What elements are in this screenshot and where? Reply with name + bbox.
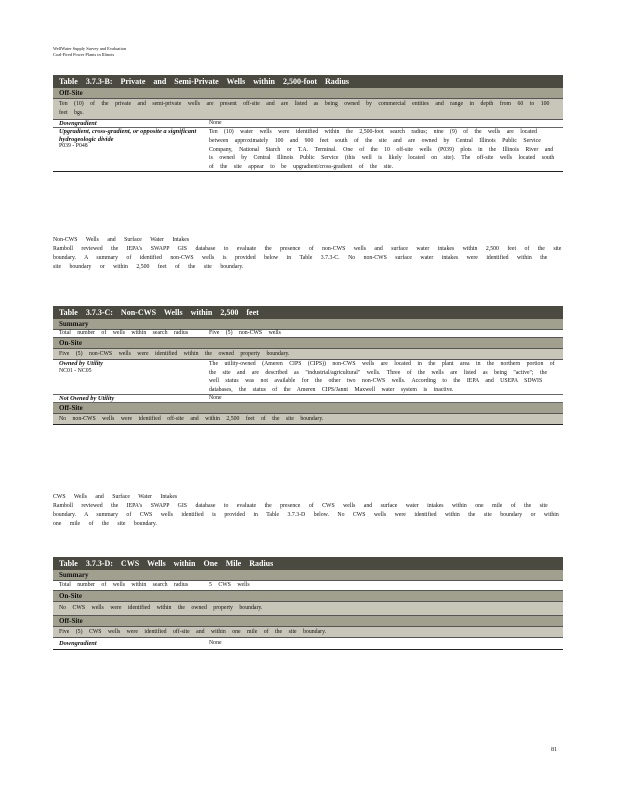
running-header-line2: Coal-Fired Power Plants in Illinois — [53, 51, 115, 57]
summary-row — [53, 581, 563, 591]
offsite-label: Off-Site — [53, 403, 563, 414]
running-header — [53, 46, 126, 57]
table-row — [53, 395, 563, 403]
section-heading: Non-CWS Wells and Surface Water Intakes — [53, 237, 190, 243]
summary-col2: 5 CWS wells — [209, 582, 250, 588]
row-label: Downgradient — [59, 120, 97, 127]
table-3-7-3-d — [53, 557, 563, 650]
row-label: Downgradient — [59, 640, 97, 647]
summary-col2: Five (5) non-CWS wells — [209, 330, 281, 336]
offsite-label: Off-Site — [53, 88, 563, 99]
table-row — [53, 360, 563, 395]
row-text: The utility-owned (Ameren CIPS (CIPS)) non-CWS wells are located in the plant area in the northern portion of the site and are described as "industrial/agricultural" wells. Three of the wells are listed as being "active"; the well status was not available for the other two non-CWS wells. According to the IEPA and USEPA SDWIS databases, the status of the Ameren CIPS/Jannt Maxwell water system is inactive. — [209, 361, 555, 393]
table-title: Table 3.7.3-B: Private and Semi-Private Wells within 2,500-foot Radius — [53, 75, 563, 88]
offsite-text: Ten (10) of the private and semi-private wells are present off-site and are listed as being owned by commercial entities and range in depth from 60 to 100 feet bgs. — [53, 99, 563, 120]
cws-section — [53, 493, 563, 529]
table-row — [53, 128, 563, 172]
offsite-label: Off-Site — [53, 616, 563, 627]
row-text: None — [209, 640, 222, 646]
row-sublabel: NC01 - NC05 — [59, 367, 92, 374]
summary-col1: Total number of wells within search radius — [59, 582, 189, 588]
row-label-text: Owned by Utility — [59, 360, 104, 368]
row-label: Not Owned by Utility — [59, 395, 115, 403]
section-heading: CWS Wells and Surface Water Intakes — [53, 494, 178, 500]
noncws-section — [53, 236, 563, 272]
section-paragraph: Ramboll reviewed the IEPA's SWAPP GIS database to evaluate the presence of non-CWS wells and surface water intakes within 2,500 feet of the site boundary. A summary of identified non-CWS wells is provided below in Table 3.7.3-C. No non-CWS surface water intakes were identified within the site boundary or within 2,500 feet of the site boundary. — [53, 246, 562, 270]
summary-row — [53, 330, 563, 338]
table-row — [53, 120, 563, 128]
onsite-label: On-Site — [53, 338, 563, 349]
row-sublabel: P039 - P048 — [59, 143, 88, 150]
onsite-text: No CWS wells were identified within the owned property boundary. — [53, 602, 563, 616]
onsite-text: Five (5) non-CWS wells were identified within the owned property boundary. — [53, 349, 563, 360]
section-paragraph: Ramboll reviewed the IEPA's SWAPP GIS database to evaluate the presence of CWS wells and surface water intakes within one mile of the site boundary. A summary of CWS wells identified is provided in Table 3.7.3-D below. No CWS wells were identified within the site boundary or within one mile of the site boundary. — [53, 503, 559, 527]
summary-col1: Total number of wells within search radius — [59, 330, 189, 336]
row-label — [53, 128, 209, 171]
row-text: Ten (10) water wells were identified within the 2,500-foot search radius; nine (9) of the wells are located between approximately 100 and 900 feet south of the site and are owned by Central Illinois Public Service Company, National Starch or T.A. Terminal. One of the 10 off-site wells (P039) plots in the Illinois River and is owned by Central Illinois Public Service (this well is likely located on site). The off-site wells located south of the site appear to be upgradient/cross-gradient of the site. — [209, 129, 555, 170]
running-header-line1: WellWater Supply Survey and Evaluation — [53, 46, 127, 51]
row-text: None — [209, 120, 222, 126]
summary-label: Summary — [53, 319, 563, 330]
table-title: Table 3.7.3-D: CWS Wells within One Mile Radius — [53, 557, 563, 570]
table-row — [53, 638, 563, 650]
table-title: Table 3.7.3-C: Non-CWS Wells within 2,500 feet — [53, 306, 563, 319]
onsite-label: On-Site — [53, 591, 563, 602]
offsite-text: Five (5) CWS wells were identified off-site and within one mile of the site boundary. — [53, 627, 563, 638]
row-label-text: Upgradient, cross-gradient, or opposite a significant hydrogeologic divide — [59, 128, 197, 143]
summary-label: Summary — [53, 570, 563, 581]
row-label — [53, 360, 209, 394]
table-3-7-3-b — [53, 75, 563, 172]
offsite-text: No non-CWS wells were identified off-site and within 2,500 feet of the site boundary. — [53, 414, 563, 425]
row-text: None — [209, 395, 222, 402]
table-3-7-3-c — [53, 306, 563, 425]
page-number: 81 — [551, 747, 557, 753]
